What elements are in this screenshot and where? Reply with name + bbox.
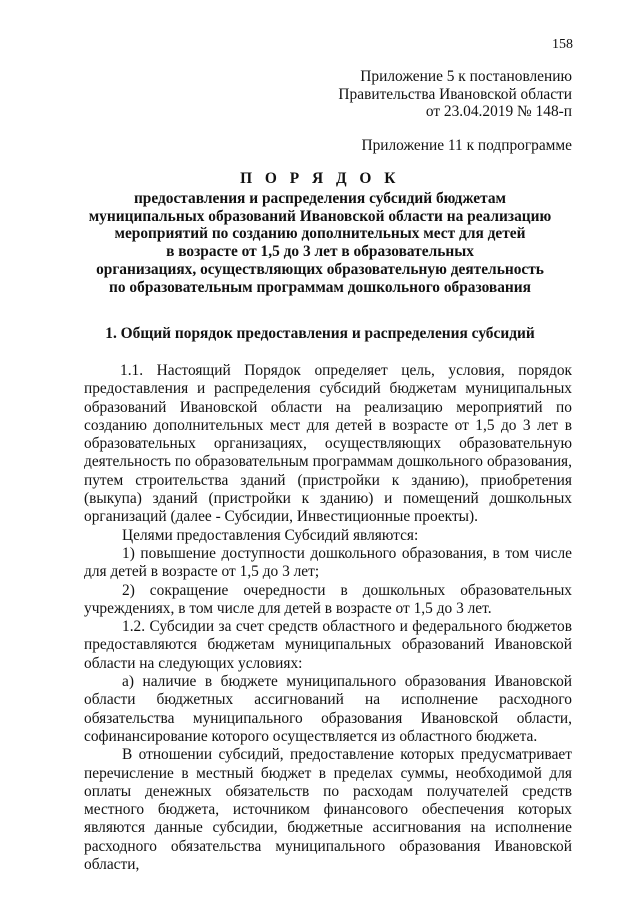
paragraph: Целями предоставления Субсидий являются: — [122, 526, 419, 544]
appendix-line: Приложение 11 к подпрограмме — [361, 137, 572, 154]
paragraph: 1.1. Настоящий Порядок определяет цель, условия, порядок предоставления и распределения субсидий бюджетам муниципальных образований Ивановской области на реализацию мероприятий по созданию дополнительных мест для детей в возрасте от 1,5 до 3 лет в образовательных организациях, осуществляющих образовательную деятельность по образовательным программам дошкольного образования, путем строительства зданий (пристройки к зданию), приобретения (выкупа) зданий (пристройки к зданию) и помещений дошкольных организаций (далее - Субсидии, Инвестиционные проекты). — [84, 362, 572, 526]
appendix-line: от 23.04.2019 № 148-п — [425, 103, 572, 121]
paragraph: 1.2. Субсидии за счет средств областного и федерального бюджетов предоставляются бюджетам муниципальных образований Ивановской области на следующих условиях: — [84, 618, 572, 672]
paragraph: В отношении субсидий, предоставление которых предусматривает перечисление в местный бюджет в пределах суммы, необходимой для оплаты денежных обязательств по расходам получателей средств местного бюджета, источником финансового обеспечения которых являются данные субсидии, бюджетные ассигнования на исполнение расходного обязательства муниципального образования Ивановской области, — [84, 746, 572, 874]
title-line: по образовательным программам дошкольного образования — [109, 278, 531, 296]
title-line: мероприятий по созданию дополнительных мест для детей — [114, 225, 526, 243]
paragraph: 1) повышение доступности дошкольного образования, в том числе для детей в возрасте от 1,5 до 3 лет; — [84, 544, 572, 581]
section-heading: 1. Общий порядок предоставления и распределения субсидий — [105, 325, 535, 342]
document-title — [68, 170, 572, 297]
paragraph: 2) сокращение очередности в дошкольных образовательных учреждениях, в том числе для детей в возрасте от 1,5 до 3 лет. — [84, 581, 572, 617]
title-line: организациях, осуществляющих образовательную деятельность — [96, 260, 544, 278]
appendix-reference-subprogram — [361, 137, 572, 155]
body-text — [84, 362, 572, 874]
appendix-line: Правительства Ивановской области — [338, 85, 572, 103]
appendix-reference-resolution — [338, 68, 572, 121]
title-line: в возрасте от 1,5 до 3 лет в образовательных — [166, 243, 474, 261]
title-line: предоставления и распределения субсидий бюджетам — [133, 189, 507, 207]
appendix-line: Приложение 5 к постановлению — [360, 68, 572, 85]
title-word: П О Р Я Д О К — [240, 170, 400, 187]
title-line: муниципальных образований Ивановской области на реализацию — [88, 207, 552, 225]
page-number: 158 — [552, 37, 573, 52]
paragraph: а) наличие в бюджете муниципального образования Ивановской области бюджетных ассигнований на исполнение расходного обязательства муниципального образования Ивановской области, софинансирование которого осуществляется из областного бюджета. — [84, 673, 572, 745]
